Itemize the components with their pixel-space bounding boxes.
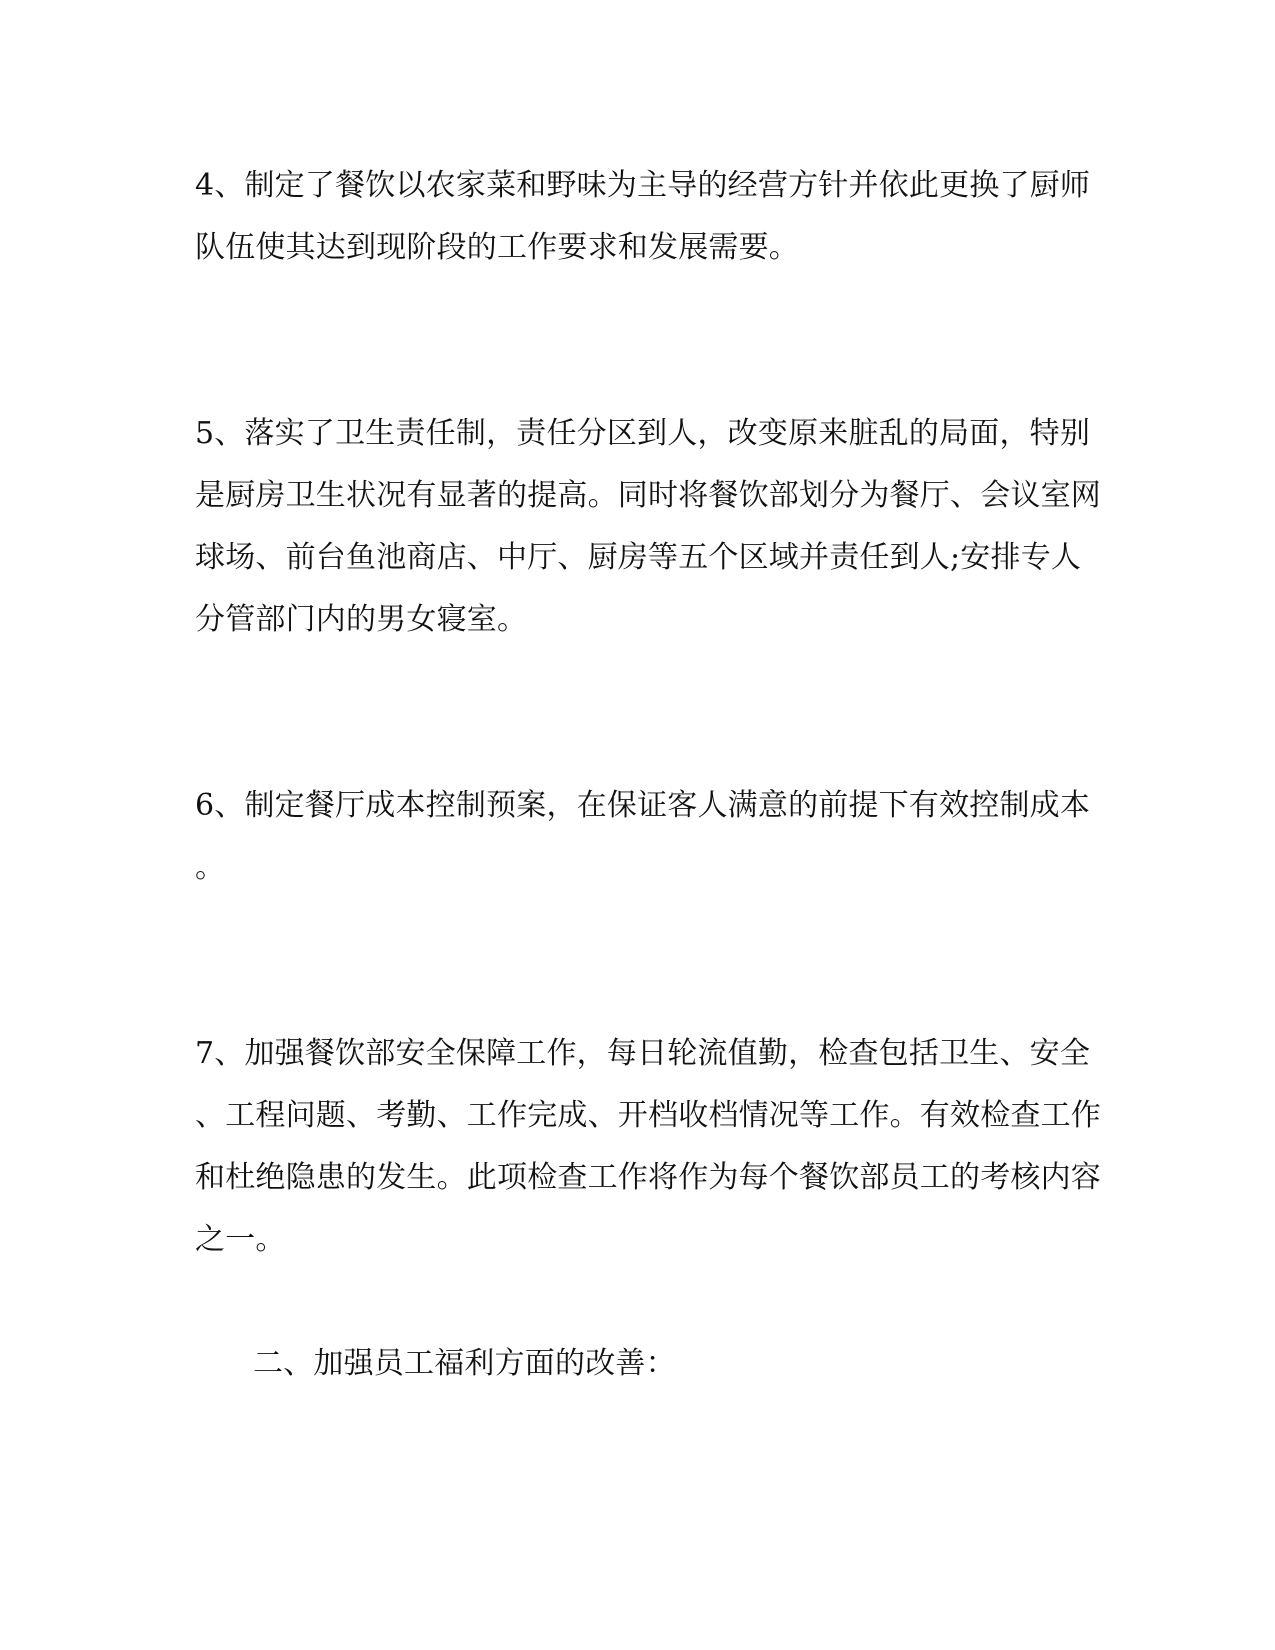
text-line: 球场、前台鱼池商店、中厅、厨房等五个区域并责任到人;安排专人 xyxy=(195,540,1082,575)
text-line: 4、制定了餐饮以农家菜和野味为主导的经营方针并依此更换了厨师 xyxy=(195,168,1091,203)
text-line: 分管部门内的男女寝室。 xyxy=(195,602,528,637)
text-line: 7、加强餐饮部安全保障工作，每日轮流值勤，检查包括卫生、安全 xyxy=(195,1036,1091,1071)
section-heading: 二、加强员工福利方面的改善： xyxy=(253,1346,676,1381)
text-line: 、工程问题、考勤、工作完成、开档收档情况等工作。有效检查工作 xyxy=(195,1098,1101,1133)
text-line: 和杜绝隐患的发生。此项检查工作将作为每个餐饮部员工的考核内容 xyxy=(195,1160,1101,1195)
text-line: 5、落实了卫生责任制，责任分区到人，改变原来脏乱的局面，特别 xyxy=(195,416,1091,451)
text-line: 。 xyxy=(195,850,226,885)
text-line: 之一。 xyxy=(195,1222,286,1257)
text-line: 是厨房卫生状况有显著的提高。同时将餐饮部划分为餐厅、会议室网 xyxy=(195,478,1101,513)
text-line: 6、制定餐厅成本控制预案，在保证客人满意的前提下有效控制成本 xyxy=(195,788,1091,823)
text-line: 队伍使其达到现阶段的工作要求和发展需要。 xyxy=(195,230,799,265)
